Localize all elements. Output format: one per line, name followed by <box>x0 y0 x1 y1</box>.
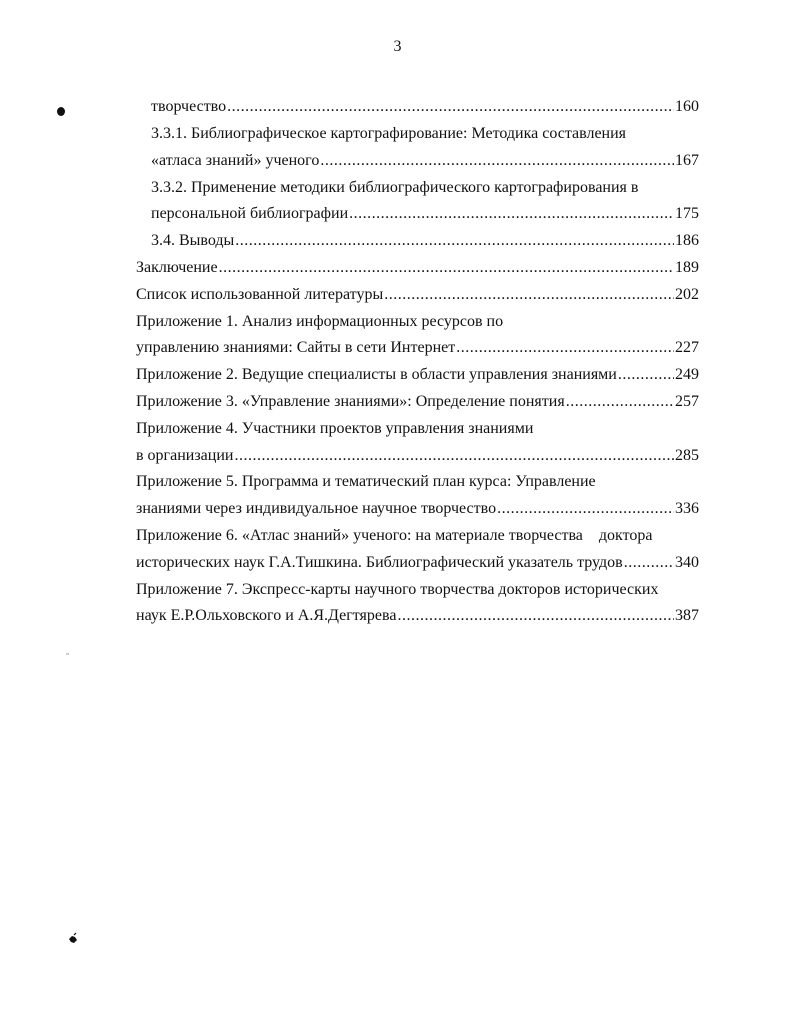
toc-entry: Приложение 1. Анализ информационных ресурсов по <box>136 313 504 330</box>
toc-entry: Заключение ..... 189 <box>136 254 699 281</box>
toc-entry: знаниями через индивидуальное научное творчество ..... 336 <box>136 495 699 522</box>
bullet-mark <box>57 107 65 116</box>
toc-entry: 3.3.2. Применение методики библиографического картографирования в <box>151 179 639 196</box>
toc-entry: персональной библиографии ..... 175 <box>151 200 699 227</box>
toc-entry: Приложение 4. Участники проектов управления знаниями <box>136 420 534 437</box>
toc-entry: 3.3.1. Библиографическое картографирование: Методика составления <box>151 125 627 142</box>
toc-entry: наук Е.Р.Ольховского и А.Я.Дегтярева ..... 387 <box>136 602 699 629</box>
ink-blot-mark <box>66 932 80 946</box>
toc-entry: исторических наук Г.А.Тишкина. Библиографический указатель трудов ..... 340 <box>136 549 699 576</box>
toc-entry: «атласа знаний» ученого ..... 167 <box>151 147 699 174</box>
toc-entry: Приложение 6. «Атлас знаний» ученого: на материале творчества доктора <box>136 527 653 544</box>
page-number: 3 <box>393 38 402 55</box>
toc-entry: управлению знаниями: Сайты в сети Интернет ..... 227 <box>136 334 699 361</box>
toc-entry: в организации ..... 285 <box>136 442 699 469</box>
toc-entry: Список использованной литературы ..... 202 <box>136 281 699 308</box>
toc-entry: Приложение 7. Экспресс-карты научного творчества докторов исторических <box>136 581 659 598</box>
toc-entry: творчество ..... 160 <box>151 93 699 120</box>
toc-entry: Приложение 5. Программа и тематический план курса: Управление <box>136 473 596 490</box>
toc-entry: 3.4. Выводы ..... 186 <box>151 227 699 254</box>
scan-speck <box>66 653 69 655</box>
toc-entry: Приложение 2. Ведущие специалисты в области управления знаниями ..... 249 <box>136 361 699 388</box>
toc-entry: Приложение 3. «Управление знаниями»: Определение понятия ..... 257 <box>136 388 699 415</box>
